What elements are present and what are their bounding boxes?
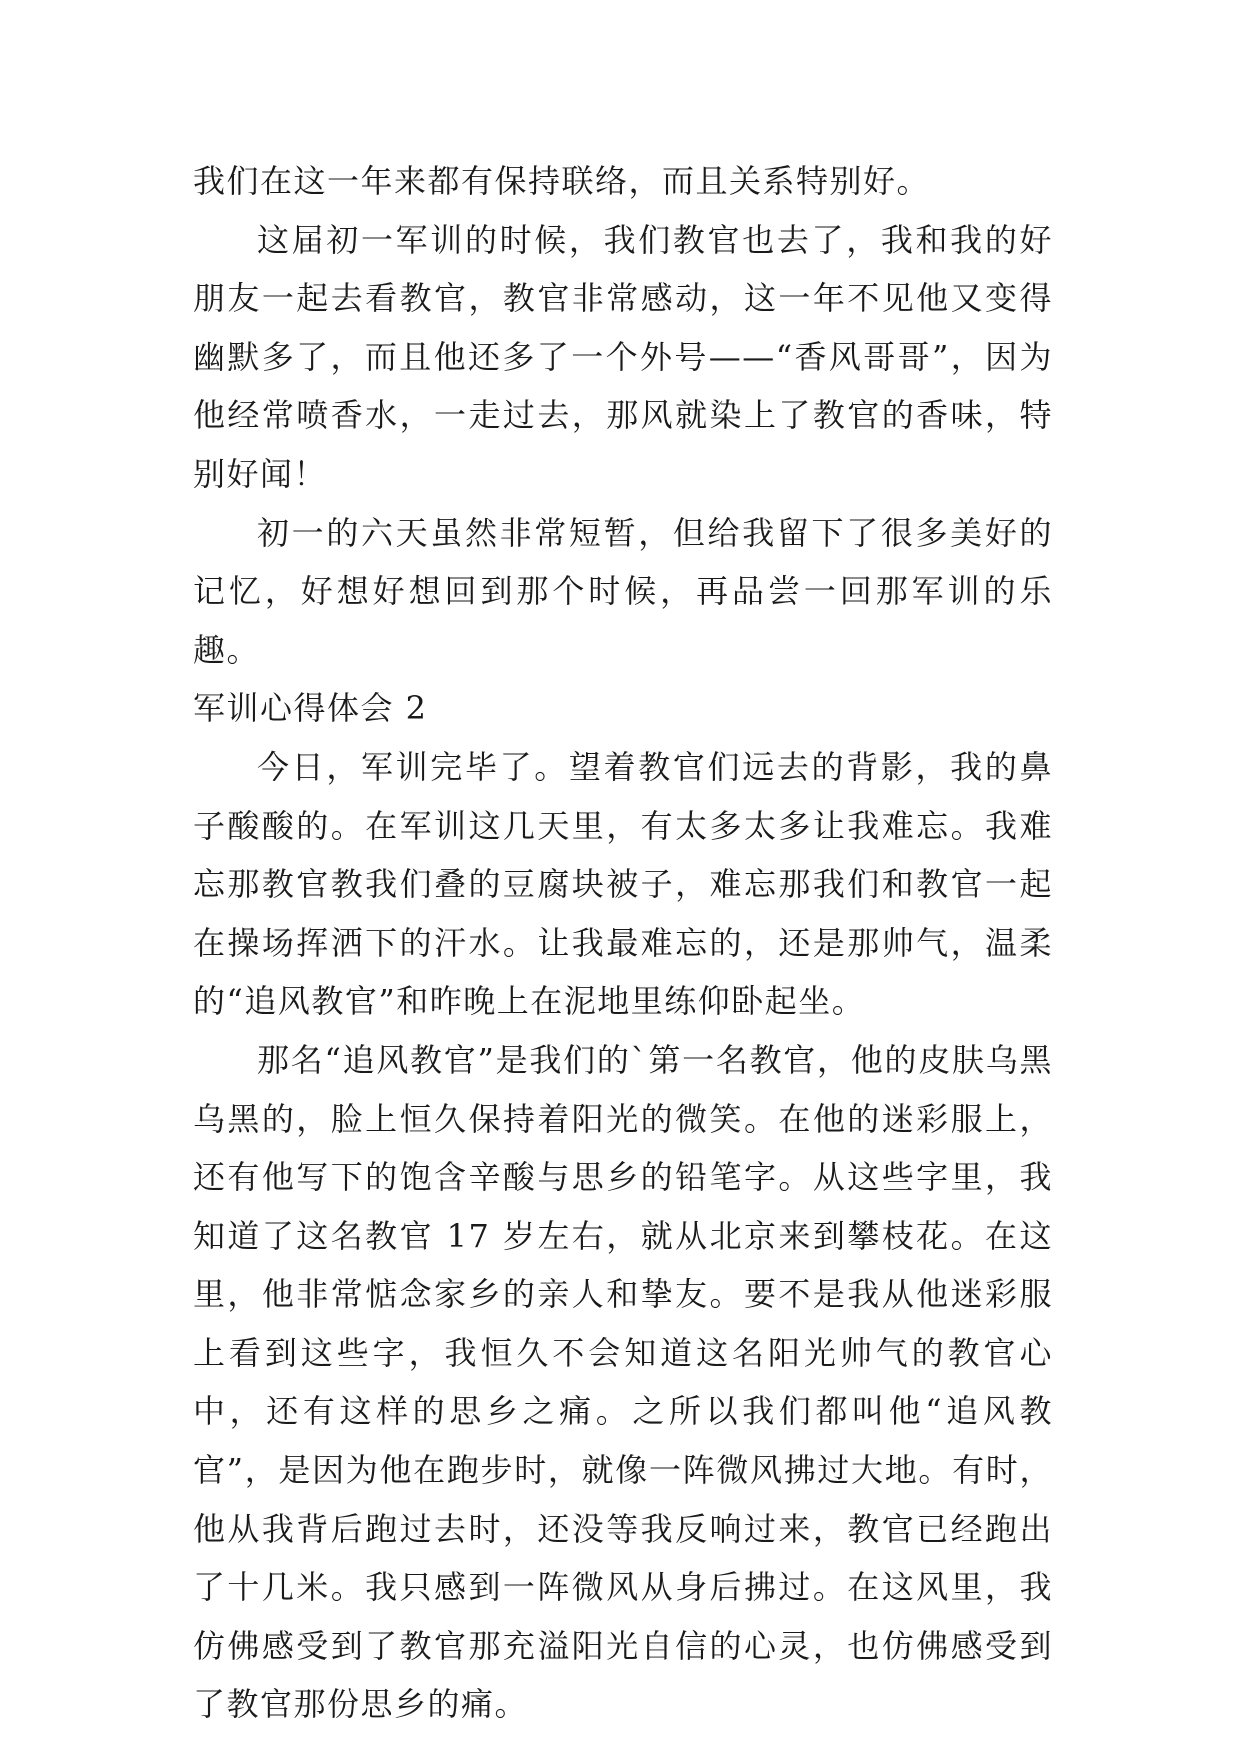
paragraph-six-days: 初一的六天虽然非常短暂，但给我留下了很多美好的记忆，好想好想回到那个时候，再品尝一回那军训的乐趣。: [193, 513, 1053, 669]
section-heading: 军训心得体会 2: [193, 689, 428, 728]
paragraph-wind-instructor: 那名“追风教官”是我们的`第一名教官，他的皮肤乌黑乌黑的，脸上恒久保持着阳光的微笑。在他的迷彩服上，还有他写下的饱含辛酸与思乡的铅笔字。从这些字里，我知道了这名教官 17 岁左右，就从北京来到攀枝花。在这里，他非常惦念家乡的亲人和挚友。要不是我从他迷彩服上看到这些字，我恒久不会知道这名阳光帅气的教官心中，还有这样的思乡之痛。之所以我们都叫他“追风教官”，是因为他在跑步时，就像一阵微风拂过大地。有时，他从我背后跑过去时，还没等我反响过来，教官已经跑出了十几米。我只感到一阵微风从身后拂过。在这风里，我仿佛感受到了教官那充溢阳光自信的心灵，也仿佛感受到了教官那份思乡的痛。: [193, 1040, 1053, 1724]
paragraph-continuation: 我们在这一年来都有保持联络，而且关系特别好。: [193, 162, 931, 200]
paragraph-training-ended: 今日，军训完毕了。望着教官们远去的背影，我的鼻子酸酸的。在军训这几天里，有太多太多让我难忘。我难忘那教官教我们叠的豆腐块被子，难忘那我们和教官一起在操场挥洒下的汗水。让我最难忘的，还是那帅气，温柔的“追风教官”和昨晚上在泥地里练仰卧起坐。: [193, 747, 1053, 1021]
document-body: [193, 152, 1053, 1734]
paragraph-visit-instructor: 这届初一军训的时候，我们教官也去了，我和我的好朋友一起去看教官，教官非常感动，这一年不见他又变得幽默多了，而且他还多了一个外号——“香风哥哥”，因为他经常喷香水，一走过去，那风就染上了教官的香味，特别好闻！: [193, 220, 1053, 493]
